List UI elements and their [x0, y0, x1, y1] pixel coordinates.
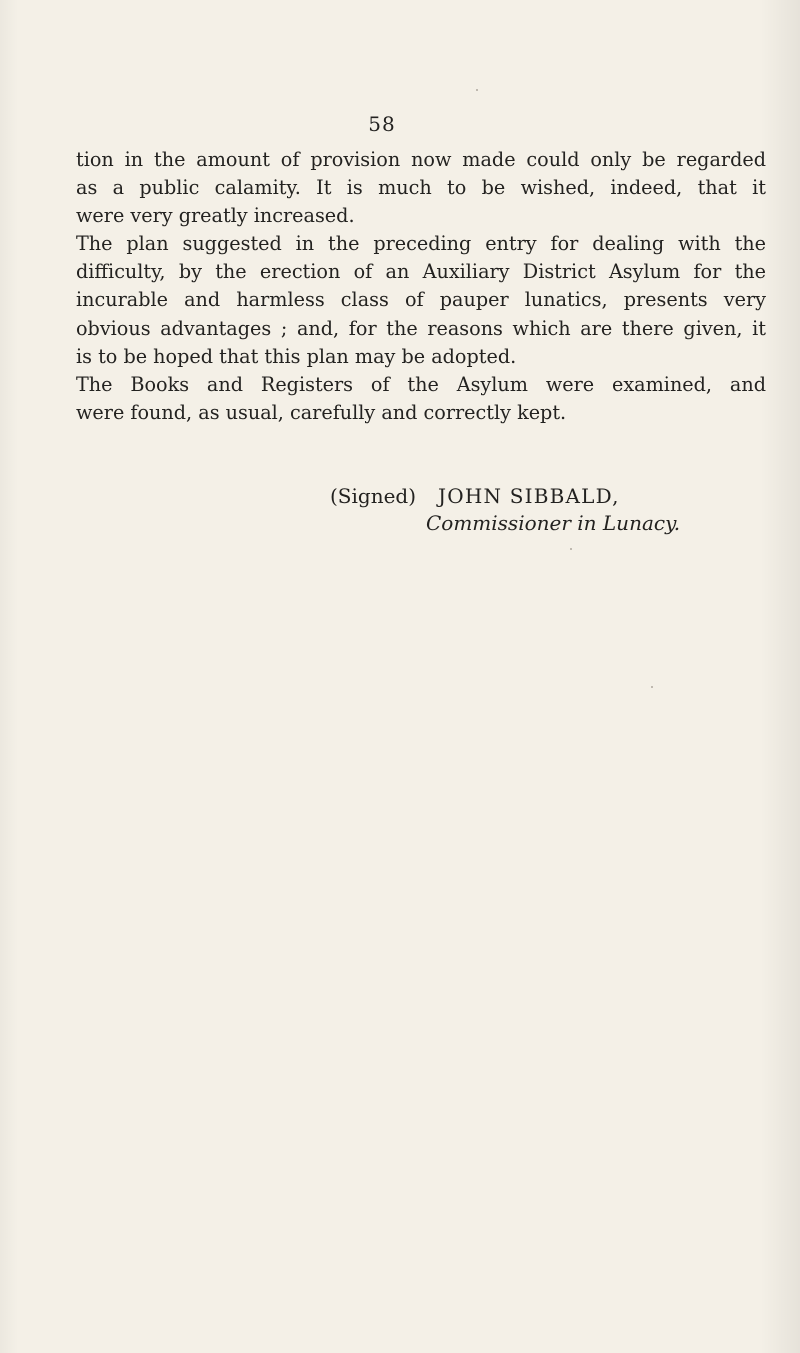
signatory-title: Commissioner in Lunacy. [426, 511, 681, 535]
body-line-6: incurable and harmless class of pauper lunatics, presents very [76, 288, 766, 312]
body-line-3: were very greatly increased. [76, 204, 355, 228]
body-text [76, 146, 766, 427]
body-line-2: as a public calamity. It is much to be wished, indeed, that it [76, 176, 766, 200]
page-number: 58 [368, 112, 396, 136]
body-line-4: The plan suggested in the preceding entry for dealing with the [76, 232, 766, 256]
signed-label: (Signed) [330, 484, 417, 508]
paper-speck [476, 89, 478, 91]
signatory-name: JOHN SIBBALD, [438, 484, 620, 508]
body-line-10: were found, as usual, carefully and correctly kept. [76, 400, 567, 424]
body-line-9: The Books and Registers of the Asylum were examined, and [76, 372, 766, 396]
body-line-1: tion in the amount of provision now made could only be regarded [76, 148, 766, 171]
paper-speck [570, 548, 572, 550]
body-line-5: difficulty, by the erection of an Auxiliary District Asylum for the [76, 260, 766, 284]
body-line-8: is to be hoped that this plan may be adopted. [76, 344, 517, 368]
body-line-7: obvious advantages ; and, for the reasons which are there given, it [76, 316, 766, 340]
paper-speck [651, 686, 653, 688]
